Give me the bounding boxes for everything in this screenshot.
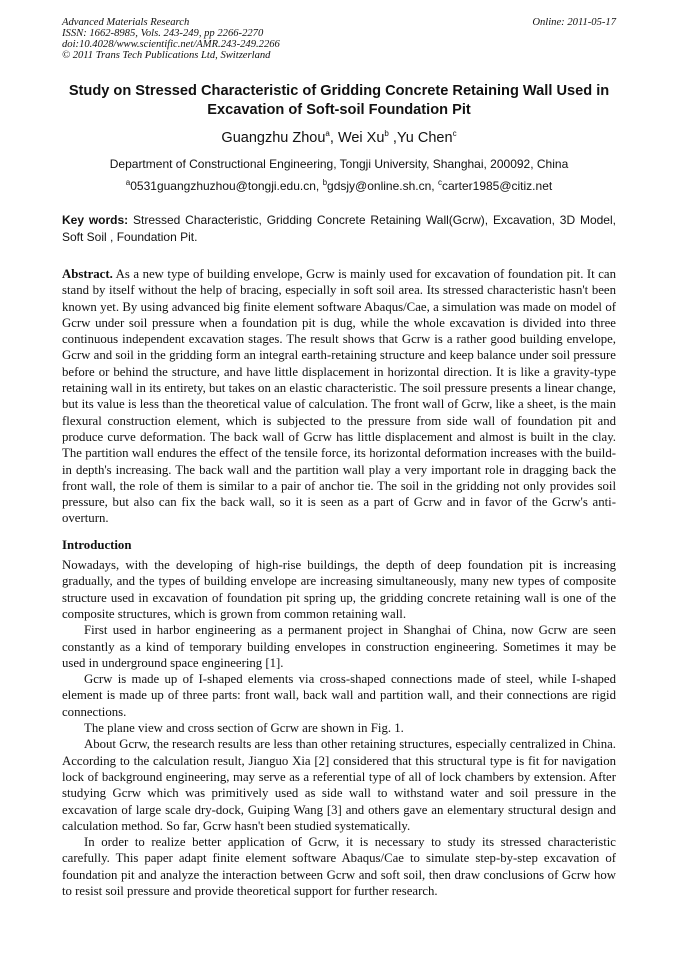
email-sup: b bbox=[322, 178, 328, 187]
author-name: Wei Xu bbox=[337, 130, 385, 146]
author-sup: c bbox=[452, 129, 457, 139]
paragraph: Gcrw is made up of I-shaped elements via cross-shaped connections made of steel, while I-shaped element is made up of three parts: front wall, back wall and partition wall, and their connections are rigid connections. bbox=[62, 672, 616, 719]
paragraph: The plane view and cross section of Gcrw are shown in Fig. 1. bbox=[84, 721, 404, 736]
page-header bbox=[62, 17, 616, 61]
abstract-text: As a new type of building envelope, Gcrw is mainly used for excavation of foundation pit. It can stand by itself without the help of bracing, especially in soft soil area. Its stressed characteristic hasn't been known yet. By using advanced big finite element software Abaqus/Cae, a simulation was made on model of Gcrw under soil pressure when a foundation pit is dug, while the whole excavation is divided into three continuous independent excavation stages. The result shows that Gcrw is a rather good building envelope, Gcrw and soil in the gridding form an integral earth-retaining structure and keep balance under soil pressure before or behind the structure, and have little displacement in horizontal direction. It is like a gravity-type retaining wall in its entirety, but takes on an elastic characteristic. The soil pressure presents a linear change, but its value is less than the theoretical value of calculation. The front wall of Gcrw, like a sheet, is the main flexural construction element, which is subjected to the pressure from side wall of foundation pit and produce curve deformation. The back wall of Gcrw has little displacement and almost is built in the clay. The partition wall endures the effect of the tensile force, its horizontal deformation increases with the build-in depth's increasing. The back wall and the partition wall play a very important role in dragging back the front wall, the role of them is similar to a pair of anchor tie. The soil in the gridding not only provides soil pressure, but also can fix the back wall, so it is seen as a part of Gcrw and in favor of the Gcrw's anti-overturn. bbox=[62, 267, 616, 526]
issn-line: ISSN: 1662-8985, Vols. 243-249, pp 2266-2270 bbox=[62, 28, 264, 39]
author-list bbox=[0, 130, 678, 146]
affiliation: Department of Constructional Engineering, Tongji University, Shanghai, 200092, China bbox=[109, 157, 569, 171]
author-sup: a bbox=[325, 129, 330, 139]
email-sup: a bbox=[125, 178, 131, 187]
email-address[interactable]: carter1985@citiz.net bbox=[441, 179, 553, 193]
paragraph: In order to realize better application of Gcrw, it is necessary to study its stressed characteristic carefully. This paper adapt finite element software Abaqus/Cae to simulate step-by-step excavation of foundation pit and analyze the interaction between Gcrw and soft soil, then draw conclusions of Gcrw how to resist soil pressure and provide theoretical support for further research. bbox=[62, 835, 616, 898]
email-sup: c bbox=[437, 178, 442, 187]
author-name: Guangzhu Zhou bbox=[221, 130, 326, 146]
author-name: Yu Chen bbox=[396, 130, 453, 146]
journal-name: Advanced Materials Research bbox=[62, 17, 190, 28]
email-sep: , bbox=[315, 179, 323, 193]
email-address[interactable]: gdsjy@online.sh.cn bbox=[327, 179, 432, 193]
doi-line: doi:10.4028/www.scientific.net/AMR.243-249.2266 bbox=[62, 39, 280, 50]
paper-title: Study on Stressed Characteristic of Gridding Concrete Retaining Wall Used in Excavation of Soft-soil Foundation Pit bbox=[68, 83, 610, 118]
author-sep: , bbox=[388, 130, 397, 146]
copyright-line: © 2011 Trans Tech Publications Ltd, Switzerland bbox=[62, 50, 271, 61]
author-sup: b bbox=[384, 129, 389, 139]
paragraph: First used in harbor engineering as a permanent project in Shanghai of China, now Gcrw are seen constantly as a kind of temporary building envelopes in construction engineering. Sometimes it may be used in underground space engineering [1]. bbox=[62, 623, 616, 670]
abstract-label: Abstract. bbox=[62, 267, 113, 281]
author-sep: , bbox=[329, 130, 338, 146]
paper-body bbox=[62, 266, 616, 899]
email-address[interactable]: 0531guangzhuzhou@tongji.edu.cn bbox=[130, 179, 316, 193]
keywords bbox=[62, 212, 616, 246]
keywords-label: Key words: bbox=[62, 213, 129, 227]
paragraph: About Gcrw, the research results are less than other retaining structures, especially centralized in China. According to the calculation result, Jianguo Xia [2] considered that this structural type is fit for navigation lock of background engineering, may serve as a referential type of all of lock chambers by extension. After studying Gcrw which was primitively used as side wall to withstand water and soil pressure in the excavation of large scale dry-dock, Guiping Wang [3] and others gave an elementary structural design and calculation method. So far, Gcrw hasn't been studied systematically. bbox=[62, 737, 616, 833]
keywords-text: Stressed Characteristic, Gridding Concrete Retaining Wall(Gcrw), Excavation, 3D Model, Soft Soil , Foundation Pit. bbox=[62, 213, 616, 244]
email-list bbox=[0, 179, 678, 193]
email-sep: , bbox=[431, 179, 438, 193]
paragraph: Nowadays, with the developing of high-rise buildings, the depth of deep foundation pit is increasing gradually, and the types of building envelope are increasing simultaneously, many new types of composite structure used in excavation of foundation pit spring up, the gridding concrete retaining wall is one of the composite structures, which is grown from common retaining wall. bbox=[62, 558, 616, 621]
abstract bbox=[62, 266, 616, 527]
section-heading-introduction: Introduction bbox=[62, 537, 132, 552]
online-date: Online: 2011-05-17 bbox=[532, 17, 616, 28]
